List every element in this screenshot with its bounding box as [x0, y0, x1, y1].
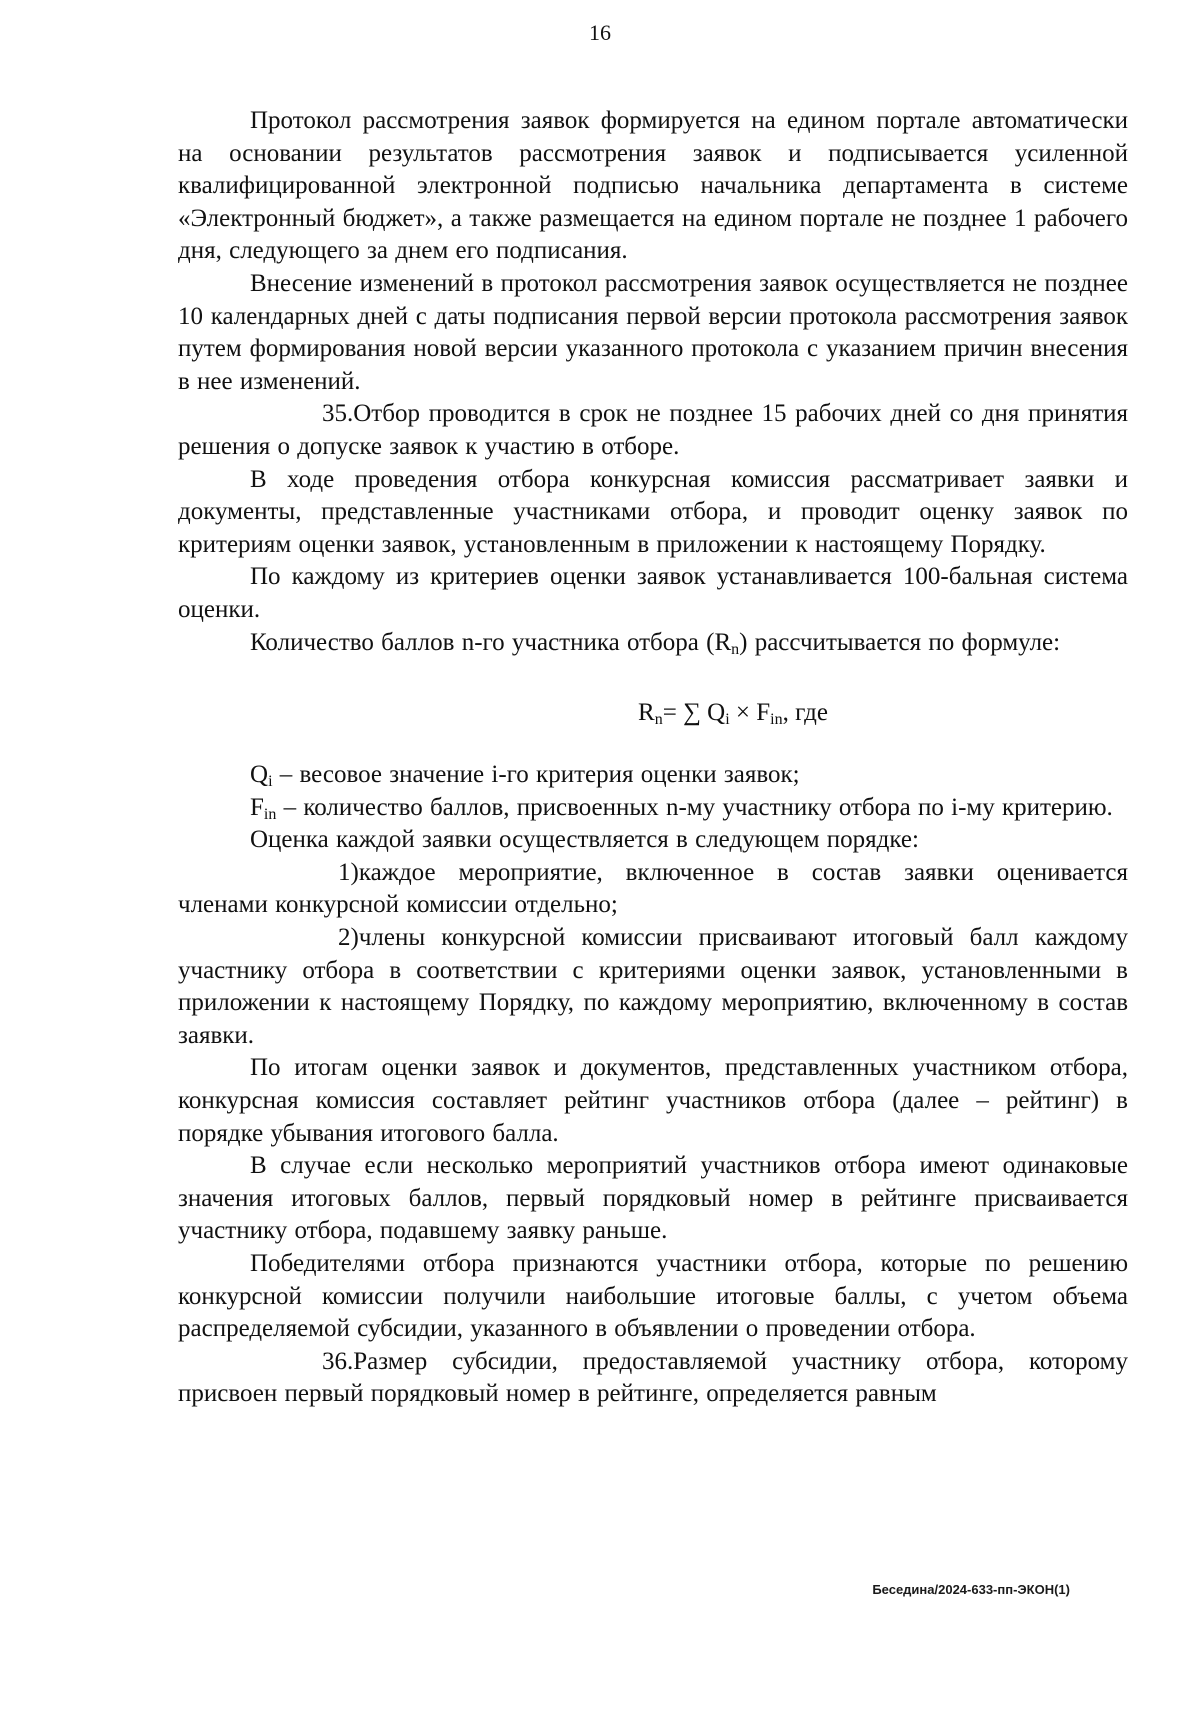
- definition-q-symbol: Q: [250, 761, 269, 789]
- definition-f: [178, 792, 1128, 825]
- paragraph-text: В случае если несколько мероприятий участников отбора имеют одинаковые значения итоговых баллов, первый порядковый номер в рейтинге присваивается участнику отбора, подавшему заявку раньше.: [178, 1152, 1128, 1245]
- definition-f-symbol: F: [250, 793, 264, 821]
- paragraph-text: В ходе проведения отбора конкурсная комиссия рассматривает заявки и документы, представленные участниками отбора, и проводит оценку заявок по критериям оценки заявок, установленным в приложении к настоящему Порядку.: [178, 465, 1128, 558]
- numbered-paragraph: [178, 1346, 1128, 1411]
- paragraph-text: Протокол рассмотрения заявок формируется на едином портале автоматически на основании результатов рассмотрения заявок и подписывается усиленной квалифицированной электронной подписью начальника департамента в системе «Электронный бюджет», а также размещается на едином портале не позднее 1 рабочего дня, следующего за днем его подписания.: [178, 107, 1128, 265]
- document-body: [178, 105, 1128, 1411]
- definition-f-text: – количество баллов, присвоенных n-му участнику отбора по i-му критерию.: [276, 793, 1113, 821]
- paragraphs-bottom: [178, 824, 1128, 1411]
- paragraph-text: Внесение изменений в протокол рассмотрения заявок осуществляется не позднее 10 календарных дней с даты подписания первой версии протокола рассмотрения заявок путем формирования новой версии указанного протокола с указанием причин внесения в нее изменений.: [178, 269, 1128, 395]
- definition-q-text: – весовое значение i-го критерия оценки заявок;: [272, 761, 800, 789]
- formula-intro-sub: n: [731, 640, 740, 658]
- formula-eq: = ∑ Q: [662, 699, 726, 727]
- paragraph: [178, 1248, 1128, 1346]
- document-footer-code: Беседина/2024-633-пп-ЭКОН(1): [872, 1582, 1070, 1597]
- definition-q: [178, 759, 1128, 792]
- list-item: [178, 857, 1128, 922]
- paragraph-text: Отбор проводится в срок не позднее 15 рабочих дней со дня принятия решения о допуске заявок к участию в отборе.: [178, 400, 1128, 460]
- formula-q-sub: i: [725, 711, 730, 729]
- item-number: 2): [338, 924, 359, 952]
- formula-intro-after: ) рассчитывается по формуле:: [739, 628, 1061, 656]
- paragraph: [178, 268, 1128, 398]
- formula: [178, 697, 1128, 729]
- formula-intro-before: Количество баллов n-го участника отбора (R: [250, 628, 732, 656]
- item-number: 1): [338, 858, 359, 886]
- list-item: [178, 922, 1128, 1052]
- formula-r-sub: n: [654, 711, 663, 729]
- page-number: 16: [589, 20, 611, 45]
- paragraph: [178, 1052, 1128, 1150]
- formula-times: × F: [729, 699, 771, 727]
- paragraph-text: Размер субсидии, предоставляемой участнику отбора, которому присвоен первый порядковый номер в рейтинге, определяется равным: [178, 1347, 1128, 1408]
- item-number: 36.: [322, 1347, 354, 1375]
- numbered-paragraph: [178, 398, 1128, 463]
- paragraph-text: Оценка каждой заявки осуществляется в следующем порядке:: [250, 826, 919, 854]
- paragraphs-top: [178, 105, 1128, 627]
- paragraph-text: члены конкурсной комиссии присваивают итоговый балл каждому участнику отбора в соответствии с критериями оценки заявок, установленными в приложении к настоящему Порядку, по каждому мероприятию, включенному в состав заявки.: [178, 924, 1128, 1049]
- paragraph: [178, 561, 1128, 626]
- formula-intro-paragraph: [178, 627, 1128, 660]
- paragraph: [178, 105, 1128, 268]
- formula-r: R: [638, 699, 655, 727]
- item-number: 35.: [322, 400, 354, 428]
- paragraph-text: каждое мероприятие, включенное в состав заявки оценивается членами конкурсной комиссии отдельно;: [178, 858, 1128, 919]
- paragraph: [178, 1150, 1128, 1248]
- paragraph: [178, 824, 1128, 857]
- definition-q-sub: i: [268, 773, 273, 791]
- paragraph: [178, 464, 1128, 562]
- paragraph-text: По каждому из критериев оценки заявок устанавливается 100-бальная система оценки.: [178, 563, 1128, 623]
- paragraph-text: Победителями отбора признаются участники отбора, которые по решению конкурсной комиссии получили наибольшие итоговые баллы, с учетом объема распределяемой субсидии, указанного в объявлении о проведении отбора.: [178, 1250, 1128, 1343]
- definition-f-sub: in: [263, 805, 277, 823]
- paragraph-text: По итогам оценки заявок и документов, представленных участником отбора, конкурсная комиссия составляет рейтинг участников отбора (далее – рейтинг) в порядке убывания итогового балла.: [178, 1054, 1128, 1147]
- formula-f-sub: in: [770, 711, 783, 729]
- formula-tail: , где: [782, 699, 828, 727]
